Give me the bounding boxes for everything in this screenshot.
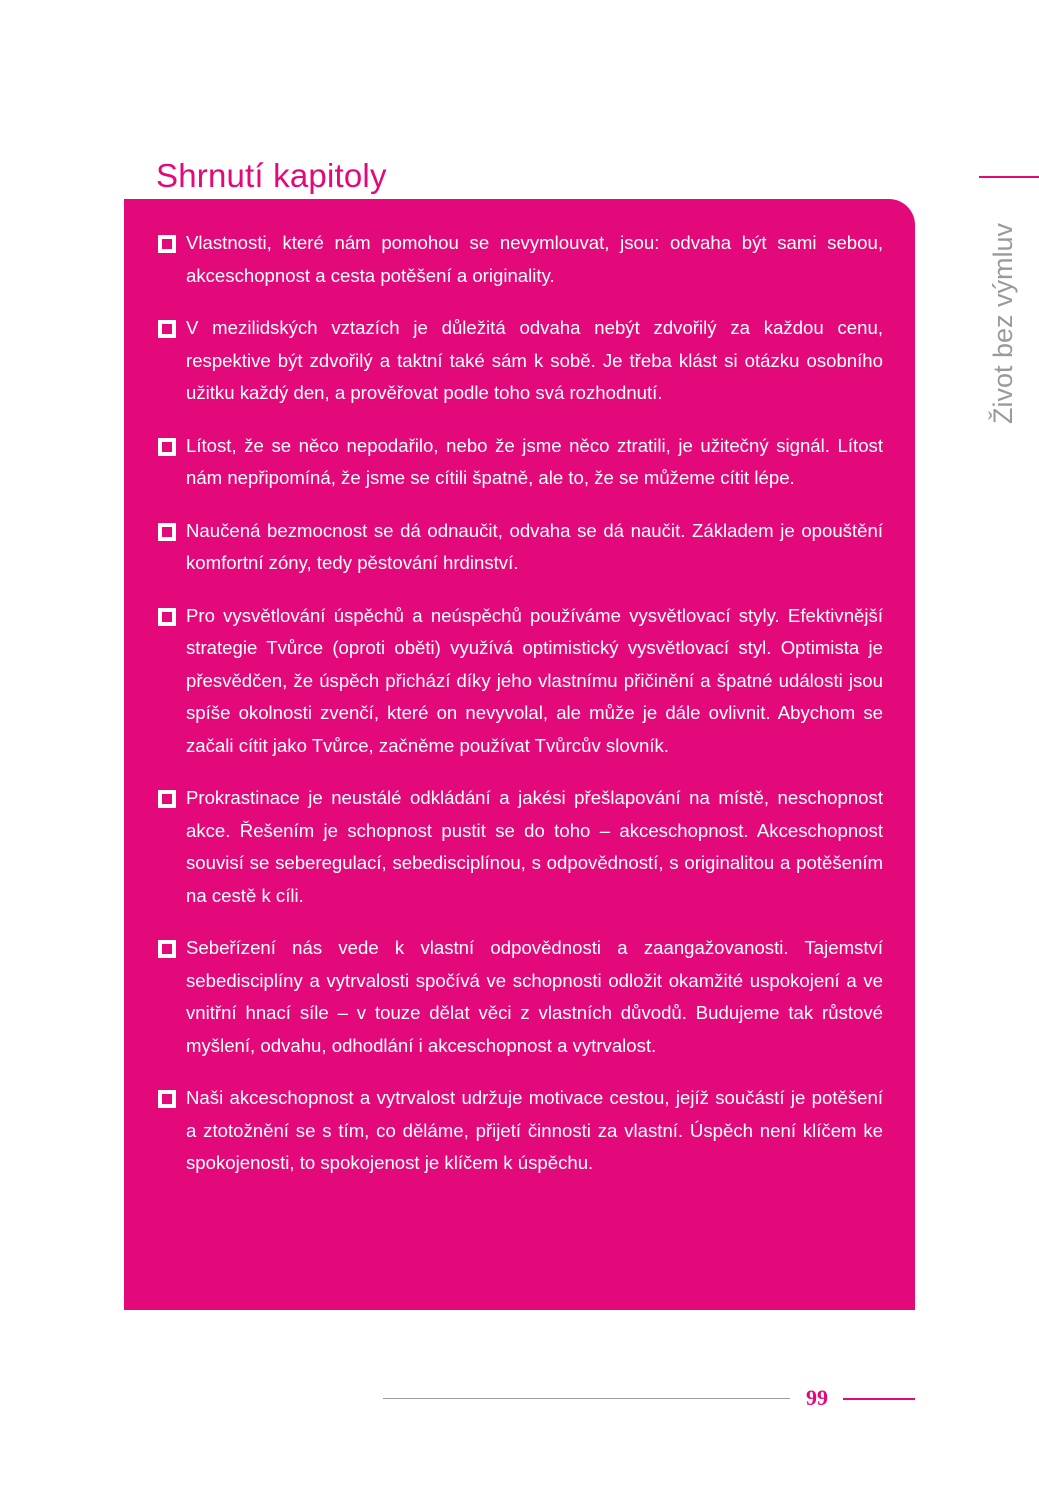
square-bullet-icon: [158, 438, 176, 456]
square-bullet-icon: [158, 1090, 176, 1108]
summary-item: [158, 782, 883, 912]
summary-item-text: Vlastnosti, které nám pomohou se nevymlouvat, jsou: odvaha být sami sebou, akceschopnost a cesta potěšení a originality.: [186, 232, 883, 286]
summary-item-text: V mezilidských vztazích je důležitá odvaha nebýt zdvořilý za každou cenu, respektive být zdvořilý a taktní také sám k sobě. Je třeba klást si otázku osobního užitku každý den, a prověřovat podle toho svá rozhodnutí.: [186, 317, 883, 403]
square-bullet-icon: [158, 320, 176, 338]
summary-item: [158, 430, 883, 495]
square-bullet-icon: [158, 235, 176, 253]
square-bullet-icon: [158, 523, 176, 541]
summary-item-text: Naši akceschopnost a vytrvalost udržuje motivace cestou, jejíž součástí je potěšení a ztotožnění se s tím, co děláme, přijetí činnosti za vlastní. Úspěch není klíčem ke spokojenosti, to spokojenost je klíčem k úspěchu.: [186, 1087, 883, 1173]
side-rule: [979, 176, 1039, 178]
summary-item: [158, 932, 883, 1062]
summary-list: [158, 227, 883, 1180]
summary-item: [158, 227, 883, 292]
summary-item: [158, 515, 883, 580]
summary-item: [158, 312, 883, 410]
square-bullet-icon: [158, 790, 176, 808]
summary-item: [158, 600, 883, 763]
summary-item-text: Naučená bezmocnost se dá odnaučit, odvaha se dá naučit. Základem je opouštění komfortní zóny, tedy pěstování hrdinství.: [186, 519, 883, 573]
chapter-summary-box: [124, 199, 915, 1310]
summary-item-text: Prokrastinace je neustálé odkládání a jakési přešlapování na místě, neschopnost akce. Řešením je schopnost pustit se do toho – akceschopnost. Akceschopnost souvisí se seberegulací, sebedisciplínou, s odpovědností, s originalitou a potěšením na cestě k cíli.: [186, 787, 883, 906]
square-bullet-icon: [158, 940, 176, 958]
summary-item-text: Sebeřízení nás vede k vlastní odpovědnosti a zaangažovanosti. Tajemství sebedisciplíny a vytrvalosti spočívá ve schopnosti odložit okamžité uspokojení a ve vnitřní hnací síle – v touze dělat věci z vlastních důvodů. Budujeme tak růstové myšlení, odvahu, odhodlání i akceschopnost a vytrvalost.: [186, 937, 883, 1056]
footer-rule-right: [843, 1398, 915, 1400]
footer-rule-left: [383, 1398, 790, 1399]
summary-item-text: Pro vysvětlování úspěchů a neúspěchů používáme vysvětlovací styly. Efektivnější strategie Tvůrce (oproti oběti) využívá optimistický vysvětlovací styl. Optimista je přesvědčen, že úspěch přichází díky jeho vlastnímu přičinění a špatné události jsou spíše okolnosti zvenčí, které on nevyvolal, ale může je dále ovlivnit. Abychom se začali cítit jako Tvůrce, začněme používat Tvůrcův slovník.: [186, 604, 883, 756]
side-running-title: Život bez výmluv: [988, 222, 1018, 424]
square-bullet-icon: [158, 608, 176, 626]
page-number: 99: [806, 1385, 828, 1410]
summary-item: [158, 1082, 883, 1180]
page-title: Shrnutí kapitoly: [156, 157, 387, 194]
summary-item-text: Lítost, že se něco nepodařilo, nebo že jsme něco ztratili, je užitečný signál. Lítost nám nepřipomíná, že jsme se cítili špatně, ale to, že se můžeme cítit lépe.: [186, 434, 883, 488]
